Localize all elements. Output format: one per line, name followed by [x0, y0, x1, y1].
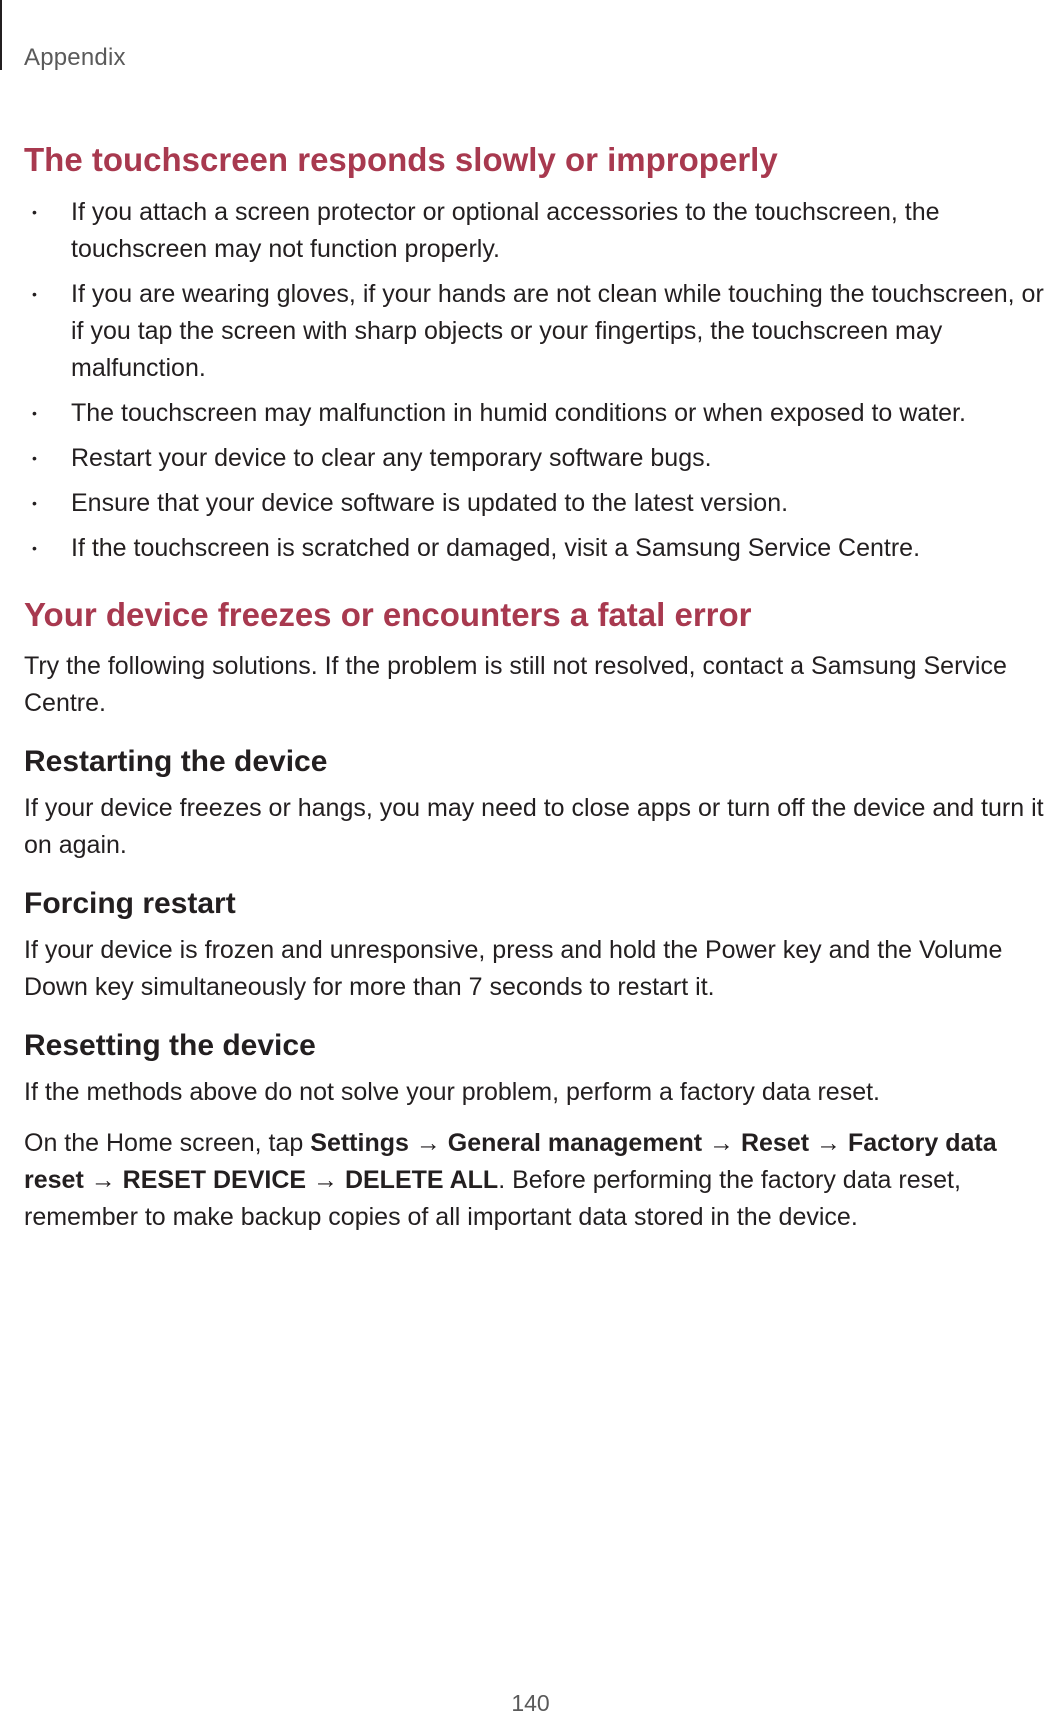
path-delete-all: DELETE ALL — [344, 1166, 499, 1195]
header-rule — [0, 0, 2, 70]
path-arrow: → — [83, 1166, 123, 1195]
path-general-management: General management — [447, 1129, 703, 1158]
list-item: • The touchscreen may malfunction in humid conditions or when exposed to water. — [24, 395, 1044, 432]
restarting-text: If your device freezes or hangs, you may need to close apps or turn off the device and turn it on again. — [24, 794, 1044, 860]
path-arrow: → — [809, 1129, 848, 1158]
list-item: • If you are wearing gloves, if your hands are not clean while touching the touchscreen, or if you tap the screen with sharp objects or your fingertips, the touchscreen may malfunction. — [24, 276, 1044, 387]
section-title-freeze: Your device freezes or encounters a fatal error — [24, 595, 752, 633]
path-arrow: → — [306, 1166, 345, 1195]
path-arrow: → — [702, 1129, 741, 1158]
running-header: Appendix — [24, 44, 126, 71]
freeze-intro: Try the following solutions. If the problem is still not resolved, contact a Samsung Service Centre. — [24, 652, 1007, 718]
reset-path-instructions — [24, 1125, 1044, 1236]
forcing-restart-text: If your device is frozen and unresponsive, press and hold the Power key and the Volume Down key simultaneously for more than 7 seconds to restart it. — [24, 936, 1003, 1002]
subheading-resetting: Resetting the device — [24, 1029, 316, 1063]
section-title-touchscreen: The touchscreen responds slowly or improperly — [24, 141, 778, 178]
list-item: • Restart your device to clear any temporary software bugs. — [24, 440, 1044, 477]
path-reset-device: RESET DEVICE — [122, 1166, 307, 1195]
list-item: • If you attach a screen protector or optional accessories to the touchscreen, the touchscreen may not function properly. — [24, 194, 1044, 268]
path-prefix: On the Home screen, tap — [24, 1129, 311, 1158]
path-arrow: → — [408, 1129, 448, 1158]
path-reset: Reset — [740, 1129, 810, 1158]
path-settings: Settings — [310, 1129, 409, 1158]
page-content — [24, 140, 1044, 1250]
list-item: • Ensure that your device software is updated to the latest version. — [24, 485, 1044, 522]
subheading-forcing-restart: Forcing restart — [24, 887, 236, 921]
page-number: 140 — [511, 1690, 550, 1716]
subheading-restarting: Restarting the device — [24, 745, 328, 779]
path-factory-data-reset: Factory data reset — [24, 1129, 997, 1195]
list-item: • If the touchscreen is scratched or damaged, visit a Samsung Service Centre. — [24, 530, 1044, 567]
resetting-text: If the methods above do not solve your problem, perform a factory data reset. — [24, 1078, 881, 1107]
path-suffix: . Before performing the factory data reset, remember to make backup copies of all important data stored in the device. — [24, 1166, 961, 1232]
touchscreen-bullet-list — [24, 194, 1044, 567]
